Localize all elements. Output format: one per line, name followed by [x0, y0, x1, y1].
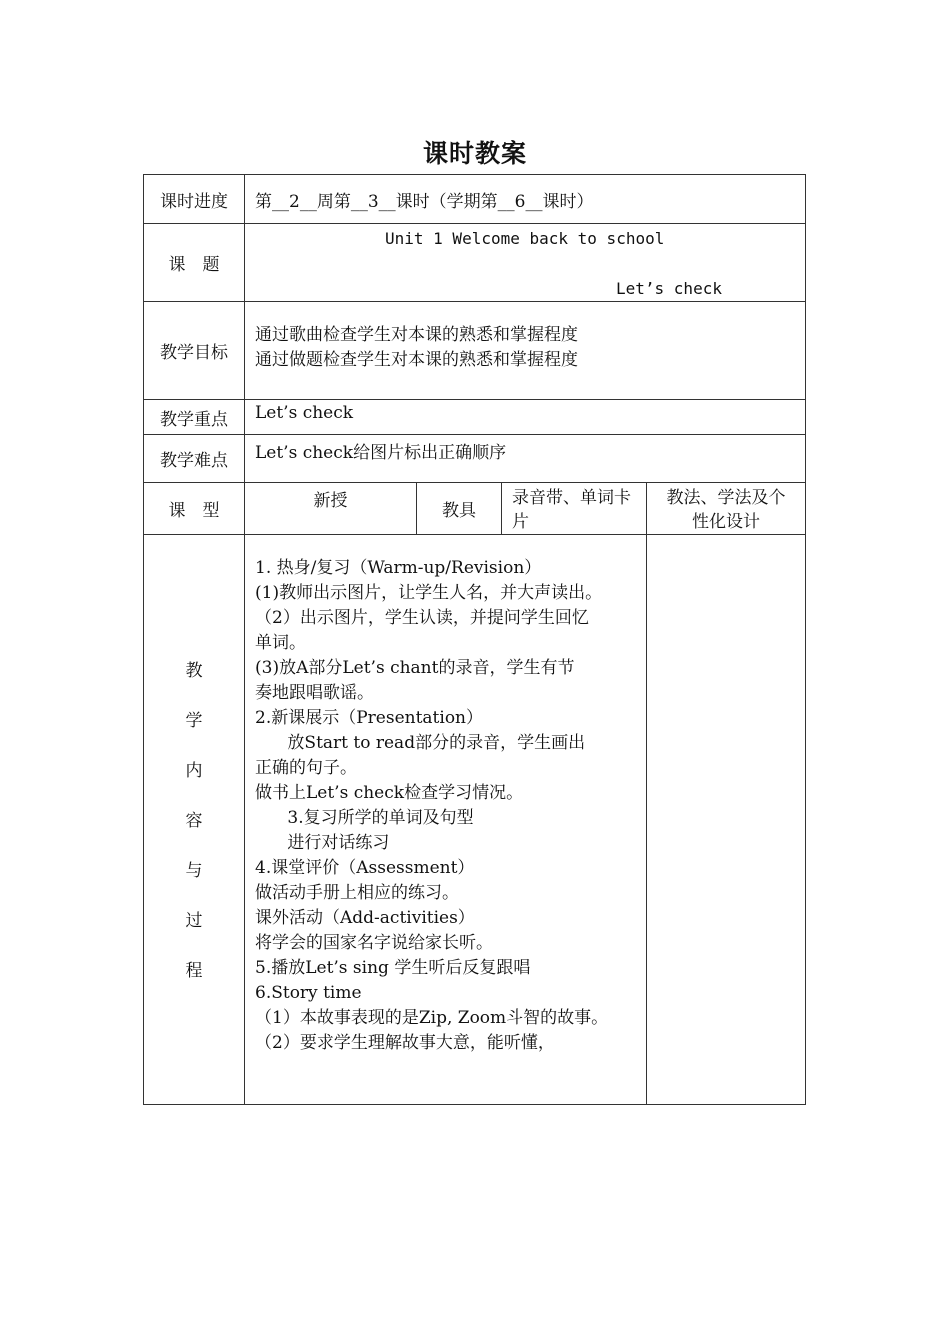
process-label: [144, 535, 245, 1105]
topic-subtitle: Let’s check: [616, 279, 722, 298]
process-line: 2.新课展示（Presentation）: [255, 708, 483, 728]
goal-item: 通过做题检查学生对本课的熟悉和掌握程度: [255, 350, 578, 370]
process-label-char: 与: [185, 861, 203, 881]
process-label-char: 容: [185, 811, 203, 831]
methods-cell: [647, 535, 806, 1105]
process-line: (3)放A部分Let’s chant的录音，学生有节: [255, 658, 575, 678]
process-line: 4.课堂评价（Assessment）: [255, 858, 475, 878]
process-line: 5.播放Let’s sing 学生听后反复跟唱: [255, 958, 531, 978]
process-label-char: 教: [185, 661, 203, 681]
process-label-char: 程: [185, 961, 203, 981]
process-line: 正确的句子。: [255, 758, 357, 778]
process-line: (1)教师出示图片，让学生人名，并大声读出。: [255, 583, 603, 603]
key-points-label: 教学重点: [144, 400, 245, 435]
progress-value: 第__2__周第__3__课时（学期第__6__课时）: [245, 175, 806, 224]
process-label-char: 学: [185, 711, 203, 731]
process-line: 做活动手册上相应的练习。: [255, 883, 459, 903]
goal-item: 通过歌曲检查学生对本课的熟悉和掌握程度: [255, 325, 578, 345]
process-line: 6.Story time: [255, 983, 362, 1003]
tools-value: 录音带、单词卡片: [502, 483, 647, 535]
process-line: （2）要求学生理解故事大意，能听懂，: [255, 1033, 555, 1053]
process-line: （2）出示图片，学生认读，并提问学生回忆: [255, 608, 589, 628]
type-label: 课 型: [144, 483, 245, 535]
process-content: [245, 535, 647, 1105]
process-line: 将学会的国家名字说给家长听。: [255, 933, 493, 953]
difficulties-value: Let’s check给图片标出正确顺序: [245, 435, 806, 483]
document-title: 课时教案: [422, 139, 527, 168]
process-line: 做书上Let’s check检查学习情况。: [255, 783, 524, 803]
methods-header: 教法、学法及个性化设计: [647, 483, 806, 535]
process-line: 进行对话练习: [255, 833, 390, 853]
goals-label: 教学目标: [144, 302, 245, 400]
topic-label: 课 题: [144, 224, 245, 302]
type-value: 新授: [245, 483, 417, 535]
difficulties-label: 教学难点: [144, 435, 245, 483]
process-line: 课外活动（Add-activities）: [255, 908, 475, 928]
process-label-char: 内: [185, 761, 203, 781]
process-line: 单词。: [255, 633, 306, 653]
process-line: 1. 热身/复习（Warm-up/Revision）: [255, 558, 542, 578]
tools-label: 教具: [417, 483, 502, 535]
topic-title: Unit 1 Welcome back to school: [385, 229, 665, 248]
process-line: 3.复习所学的单词及句型: [255, 808, 474, 828]
progress-label: 课时进度: [144, 175, 245, 224]
process-line: （1）本故事表现的是Zip, Zoom斗智的故事。: [255, 1008, 609, 1028]
process-label-char: 过: [185, 911, 203, 931]
process-line: 奏地跟唱歌谣。: [255, 683, 374, 703]
key-points-value: Let’s check: [245, 400, 806, 435]
process-line: 放Start to read部分的录音，学生画出: [255, 733, 586, 753]
lesson-plan-table: [143, 174, 806, 1105]
